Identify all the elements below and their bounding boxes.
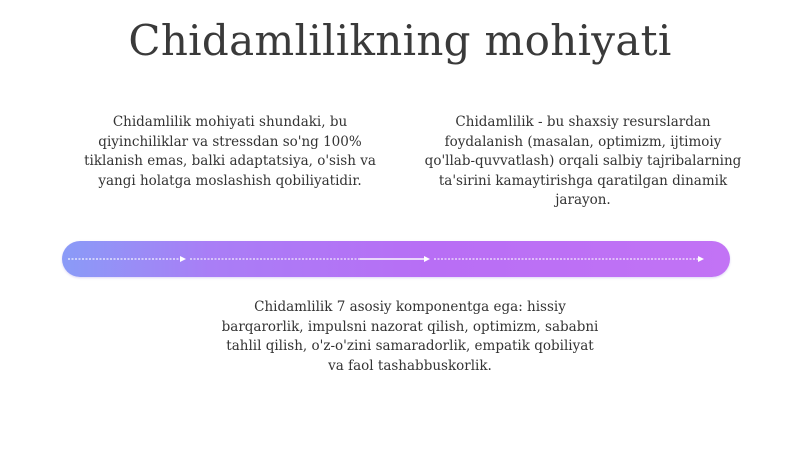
right-paragraph: Chidamlilik - bu shaxsiy resurslardan foydalanish (masalan, optimizm, ijtimoiy qo'llab-quvvatlash) orqali salbiy tajribalarning ta'sirini kamaytirishga qaratilgan dinamik jarayon. [424, 114, 742, 208]
bottom-paragraph: Chidamlilik 7 asosiy komponentga ega: hissiy barqarorlik, impulsni nazorat qilish, optimizm, sababni tahlil qilish, o'z-o'zini samaradorlik, empatik qobiliyat va faol tashabbuskorlik. [221, 299, 599, 374]
left-paragraph: Chidamlilik mohiyati shundaki, bu qiyinchiliklar va stressdan so'ng 100% tiklanish emas, balki adaptatsiya, o'sish va yangi holatga moslashish qobiliyatidir. [84, 114, 376, 189]
arrow-head-2 [424, 256, 430, 262]
arrow-head-1 [180, 256, 186, 262]
slide-title: Chidamlilikning mohiyati [128, 16, 672, 65]
timeline-arrows [62, 241, 730, 277]
arrow-head-3 [698, 256, 704, 262]
timeline-bar [62, 241, 730, 277]
